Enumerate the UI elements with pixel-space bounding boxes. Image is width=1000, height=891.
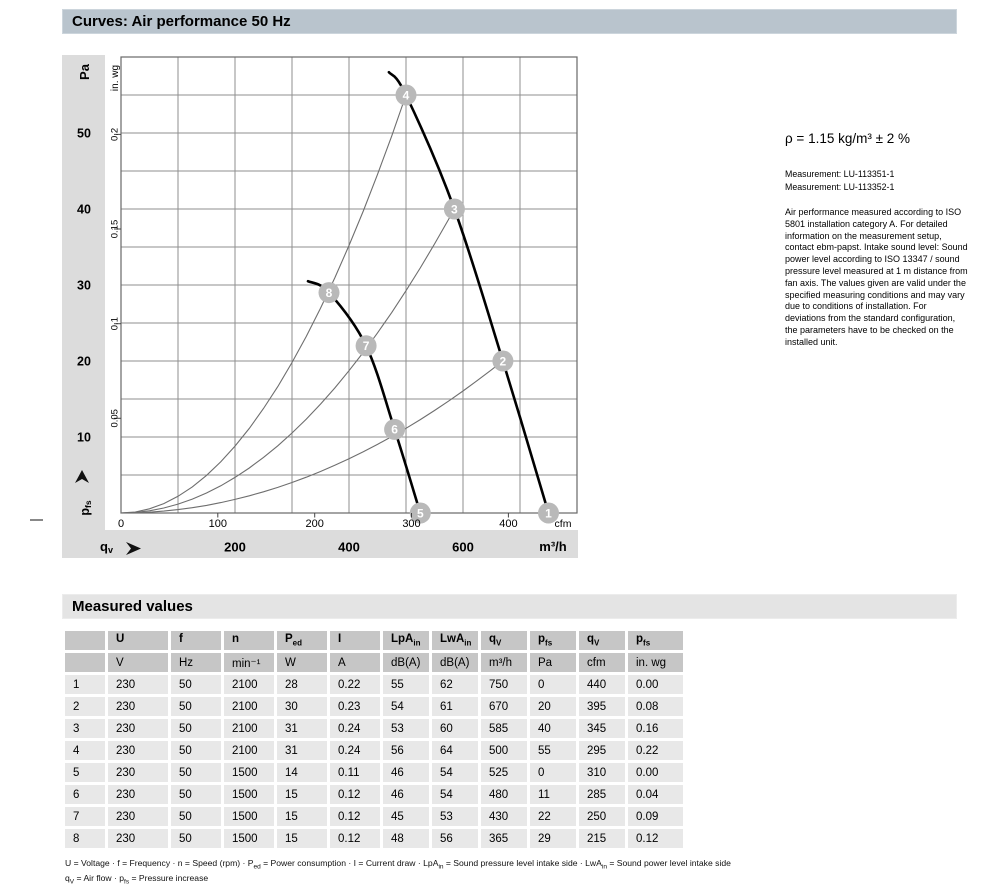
table-cell: 29 — [530, 829, 576, 848]
table-cell: 3 — [65, 719, 105, 738]
table-cell: 1 — [65, 675, 105, 694]
table-cell: 0.22 — [330, 675, 380, 694]
table-cell: 1500 — [224, 763, 274, 782]
table-cell: 46 — [383, 785, 429, 804]
header-cell-qv-cfm: $q_V$ — [579, 631, 625, 650]
table-cell: 0.24 — [330, 719, 380, 738]
unit-cell: V — [108, 653, 168, 672]
table-cell: 14 — [277, 763, 327, 782]
table-cell: 230 — [108, 807, 168, 826]
table-cell: 2100 — [224, 697, 274, 716]
unit-cell: dB(A) — [383, 653, 429, 672]
table-cell: 54 — [432, 763, 478, 782]
legend-symbol: P — [247, 858, 254, 868]
table-cell: 0.23 — [330, 697, 380, 716]
pa-tick-label: 50 — [77, 126, 91, 141]
measurement-ref: Measurement: LU-113351-1 — [785, 169, 895, 179]
table-cell: 0.12 — [330, 785, 380, 804]
table-cell: 0.04 — [628, 785, 683, 804]
cfm-unit-label: cfm — [554, 518, 572, 530]
chart-grid — [121, 57, 577, 513]
measurement-ref: Measurement: LU-113352-1 — [785, 181, 895, 192]
legend-symbol: q — [65, 873, 70, 883]
table-cell: 62 — [432, 675, 478, 694]
operating-point-number: 5 — [416, 506, 424, 521]
table-cell: 15 — [277, 807, 327, 826]
table-cell: 54 — [383, 697, 429, 716]
cfm-tick-label: 300 — [402, 518, 421, 530]
header-cell-speed: n — [224, 631, 274, 650]
table-cell: 54 — [432, 785, 478, 804]
table-cell: 0 — [530, 675, 576, 694]
header-cell-power: $P_{ed}$ — [277, 631, 327, 650]
table-cell: 4 — [65, 741, 105, 760]
table-cell: 50 — [171, 675, 221, 694]
air-performance-chart — [62, 50, 662, 565]
inwg-tick-label: 0.1 — [109, 317, 121, 331]
table-cell: 15 — [277, 829, 327, 848]
page-margin-mark — [30, 519, 43, 521]
table-cell: 230 — [108, 785, 168, 804]
unit-cell: cfm — [579, 653, 625, 672]
table-cell: 5 — [65, 763, 105, 782]
table-cell: 50 — [171, 785, 221, 804]
table-cell: 500 — [481, 741, 527, 760]
table-row — [65, 697, 683, 716]
table-cell: 0.12 — [628, 829, 683, 848]
table-cell: 230 — [108, 719, 168, 738]
table-cell: 56 — [383, 741, 429, 760]
header-cell-pfs-inwg: $p_{fs}$ — [628, 631, 683, 650]
header-cell-frequency: f — [171, 631, 221, 650]
header-cell-lwa: LwA$_{in}$ — [432, 631, 478, 650]
m3h-unit-label: m³/h — [539, 539, 567, 554]
operating-point-number: 3 — [451, 202, 458, 217]
table-cell: 55 — [383, 675, 429, 694]
legend-symbol: n — [177, 858, 183, 868]
unit-cell: min⁻¹ — [224, 653, 274, 672]
table-cell: 46 — [383, 763, 429, 782]
table-cell: 0 — [530, 763, 576, 782]
table-cell: 2100 — [224, 675, 274, 694]
fan-curve-1500-rpm — [308, 281, 420, 513]
cfm-tick-label: 100 — [208, 518, 227, 530]
table-cell: 0.24 — [330, 741, 380, 760]
header-cell-voltage: U — [108, 631, 168, 650]
table-cell: 50 — [171, 741, 221, 760]
table-cell: 0.22 — [628, 741, 683, 760]
table-cell: 0.16 — [628, 719, 683, 738]
table-cell: 20 — [530, 697, 576, 716]
table-cell: 750 — [481, 675, 527, 694]
table-cell: 50 — [171, 719, 221, 738]
table-cell: 230 — [108, 675, 168, 694]
qv-axis-label: qv — [100, 539, 113, 555]
pfs-axis-label: pfs — [78, 500, 93, 516]
table-legend-line2: $q_V$ = Air flow · $p_{fs}$ = Pressure increase — [65, 873, 209, 886]
table-cell: 64 — [432, 741, 478, 760]
unit-cell: dB(A) — [432, 653, 478, 672]
table-cell: 11 — [530, 785, 576, 804]
operating-point-number: 8 — [325, 285, 333, 300]
table-cell: 0.00 — [628, 763, 683, 782]
unit-cell: W — [277, 653, 327, 672]
legend-symbol: LpA — [423, 858, 439, 868]
table-units-row — [65, 653, 683, 672]
table-cell: 50 — [171, 697, 221, 716]
cfm-tick-label: 200 — [305, 518, 324, 530]
fan-curve-2100-rpm — [389, 72, 549, 513]
table-cell: 50 — [171, 807, 221, 826]
table-row — [65, 785, 683, 804]
cfm-tick-label: 0 — [117, 518, 125, 530]
legend-symbol: LwA — [585, 858, 602, 868]
operating-point-number: 2 — [499, 354, 507, 369]
chart-tick-labels — [77, 127, 518, 555]
section-header-curves — [62, 9, 957, 34]
table-cell: 40 — [530, 719, 576, 738]
table-cell: 310 — [579, 763, 625, 782]
header-cell-current: I — [330, 631, 380, 650]
table-cell: 250 — [579, 807, 625, 826]
header-cell-lpa: LpA$_{in}$ — [383, 631, 429, 650]
table-cell: 61 — [432, 697, 478, 716]
table-cell: 295 — [579, 741, 625, 760]
pa-tick-label: 30 — [77, 278, 91, 293]
table-cell: 7 — [65, 807, 105, 826]
legend-symbol: p — [119, 873, 125, 883]
m3h-tick-label: 600 — [452, 539, 474, 555]
chart-markers — [319, 85, 560, 524]
table-cell: 6 — [65, 785, 105, 804]
table-legend-line1: U = Voltage · f = Frequency · n = Speed $(rpm) \cdot P_{ed}$ = Power consumption · I = Current draw · LpA$_{in}$ = Sound pressure level intake side · LwA$_{in}$ = Sound power level intake side — [65, 858, 731, 871]
legend-symbol: U — [65, 858, 72, 868]
pa-tick-label: 10 — [77, 430, 91, 445]
table-row — [65, 741, 683, 760]
pa-tick-label: 20 — [77, 354, 91, 369]
table-row — [65, 807, 683, 826]
legend-symbol: I — [353, 858, 357, 868]
operating-point-number: 7 — [362, 339, 370, 354]
operating-point-number: 1 — [545, 506, 552, 521]
table-cell: 0.00 — [628, 675, 683, 694]
table-cell: 56 — [432, 829, 478, 848]
table-row — [65, 829, 683, 848]
table-cell: 31 — [277, 719, 327, 738]
table-cell: 395 — [579, 697, 625, 716]
table-cell: 1500 — [224, 829, 274, 848]
table-cell: 440 — [579, 675, 625, 694]
inwg-tick-label: 0.2 — [109, 127, 121, 142]
m3h-tick-label: 400 — [338, 539, 360, 555]
measurement-note: Air performance measured according to ISO 5801 installation category A. For detailed information on the measurement setup, contact ebm-papst. Intake sound level: Sound power level according to ISO 13347 / sound pressure level measured at 1 m distance from fan axis. The values given are valid under the specified measuring conditions and may vary due to conditions of installation. For deviations from the standard configuration, the parameters have to be checked on the installed unit. — [785, 207, 968, 347]
table-cell: 0.12 — [330, 829, 380, 848]
table-cell: 15 — [277, 785, 327, 804]
table-cell: 45 — [383, 807, 429, 826]
table-cell: 585 — [481, 719, 527, 738]
table-cell: 230 — [108, 763, 168, 782]
pa-tick-label: 40 — [77, 202, 91, 217]
measured-values-body — [65, 675, 683, 848]
table-cell: 28 — [277, 675, 327, 694]
table-cell: 0.08 — [628, 697, 683, 716]
section-title: Measured values — [72, 598, 193, 615]
page-title: Curves: Air performance 50 Hz — [72, 13, 291, 30]
unit-cell: m³/h — [481, 653, 527, 672]
header-cell — [65, 631, 105, 650]
legend-symbol: f — [117, 858, 120, 868]
measurement-references — [785, 168, 894, 193]
table-row — [65, 675, 683, 694]
table-cell: 1500 — [224, 807, 274, 826]
table-cell: 53 — [432, 807, 478, 826]
table-row — [65, 763, 683, 782]
inwg-axis-label: in. wg — [110, 64, 121, 92]
table-cell: 345 — [579, 719, 625, 738]
pa-axis-label: Pa — [77, 64, 92, 80]
inwg-tick-label: 0.05 — [109, 409, 121, 428]
table-cell: 230 — [108, 697, 168, 716]
table-cell: 50 — [171, 763, 221, 782]
cfm-tick-label: 400 — [499, 518, 518, 530]
table-cell: 22 — [530, 807, 576, 826]
table-cell: 55 — [530, 741, 576, 760]
unit-cell: A — [330, 653, 380, 672]
table-cell: 8 — [65, 829, 105, 848]
unit-cell: in. wg — [628, 653, 683, 672]
unit-cell — [65, 653, 105, 672]
table-cell: 53 — [383, 719, 429, 738]
table-cell: 2100 — [224, 719, 274, 738]
measured-values-table — [62, 628, 686, 851]
table-cell: 670 — [481, 697, 527, 716]
unit-cell: Pa — [530, 653, 576, 672]
header-cell-pfs-pa: $p_{fs}$ — [530, 631, 576, 650]
table-cell: 60 — [432, 719, 478, 738]
table-cell: 480 — [481, 785, 527, 804]
section-header-measured-values — [62, 594, 957, 619]
table-cell: 0.09 — [628, 807, 683, 826]
table-cell: 31 — [277, 741, 327, 760]
table-cell: 0.11 — [330, 763, 380, 782]
table-cell: 0.12 — [330, 807, 380, 826]
table-cell: 215 — [579, 829, 625, 848]
table-cell: 230 — [108, 741, 168, 760]
table-cell: 48 — [383, 829, 429, 848]
m3h-tick-label: 200 — [224, 539, 246, 555]
table-cell: 230 — [108, 829, 168, 848]
table-cell: 365 — [481, 829, 527, 848]
table-cell: 50 — [171, 829, 221, 848]
x-axis-strip — [62, 530, 578, 558]
table-cell: 285 — [579, 785, 625, 804]
air-density-value: ρ = 1.15 kg/m³ ± 2 % — [785, 131, 911, 146]
operating-point-number: 4 — [402, 88, 410, 103]
operating-point-number: 6 — [391, 422, 398, 437]
table-cell: 30 — [277, 697, 327, 716]
table-header-row — [65, 631, 683, 650]
unit-cell: Hz — [171, 653, 221, 672]
table-cell: 430 — [481, 807, 527, 826]
table-cell: 525 — [481, 763, 527, 782]
table-cell: 1500 — [224, 785, 274, 804]
header-cell-qv-m3h: $q_V$ — [481, 631, 527, 650]
table-row — [65, 719, 683, 738]
system-curve-through-8-4 — [121, 95, 406, 513]
table-cell: 2100 — [224, 741, 274, 760]
inwg-tick-label: 0.15 — [109, 219, 121, 239]
table-cell: 2 — [65, 697, 105, 716]
